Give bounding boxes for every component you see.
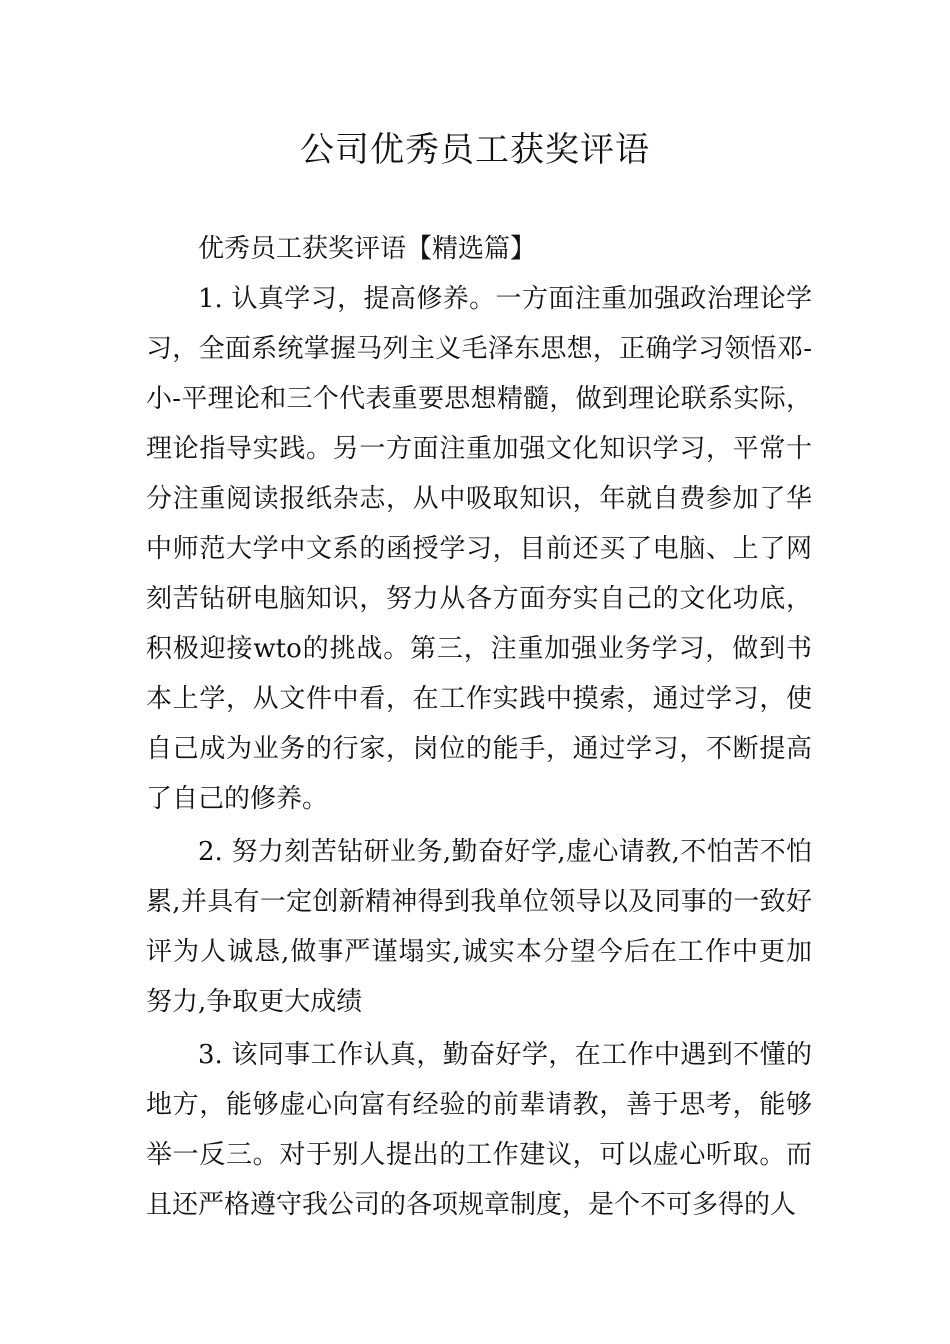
document-title: 公司优秀员工获奖评语 xyxy=(300,130,650,170)
section-heading: 优秀员工获奖评语【精选篇】 xyxy=(198,234,537,264)
paragraph-1: 1. 认真学习，提高修养。一方面注重加强政治理论学习，全面系统掌握马列主义毛泽东思想，正确学习领悟邓-小-平理论和三个代表重要思想精髓，做到理论联系实际，理论指导实践。另一方面注重加强文化知识学习，平常十分注重阅读报纸杂志，从中吸取知识，年就自费参加了华中师范大学中文系的函授学习，目前还买了电脑、上了网刻苦钻研电脑知识，努力从各方面夯实自己的文化功底，积极迎接wto的挑战。第三，注重加强业务学习，做到书本上学，从文件中看，在工作实践中摸索，通过学习，使自己成为业务的行家，岗位的能手，通过学习，不断提高了自己的修养。 xyxy=(146,284,812,814)
paragraph-2: 2. 努力刻苦钻研业务,勤奋好学,虚心请教,不怕苦不怕累,并具有一定创新精神得到我单位领导以及同事的一致好评为人诚恳,做事严谨塌实,诚实本分望今后在工作中更加努力,争取更大成绩 xyxy=(146,837,812,1017)
paragraph-3: 3. 该同事工作认真，勤奋好学，在工作中遇到不懂的地方，能够虚心向富有经验的前辈请教，善于思考，能够举一反三。对于别人提出的工作建议，可以虚心听取。而且还严格遵守我公司的各项规章制度，是个不可多得的人 xyxy=(146,1040,812,1220)
document-body xyxy=(146,224,812,1233)
